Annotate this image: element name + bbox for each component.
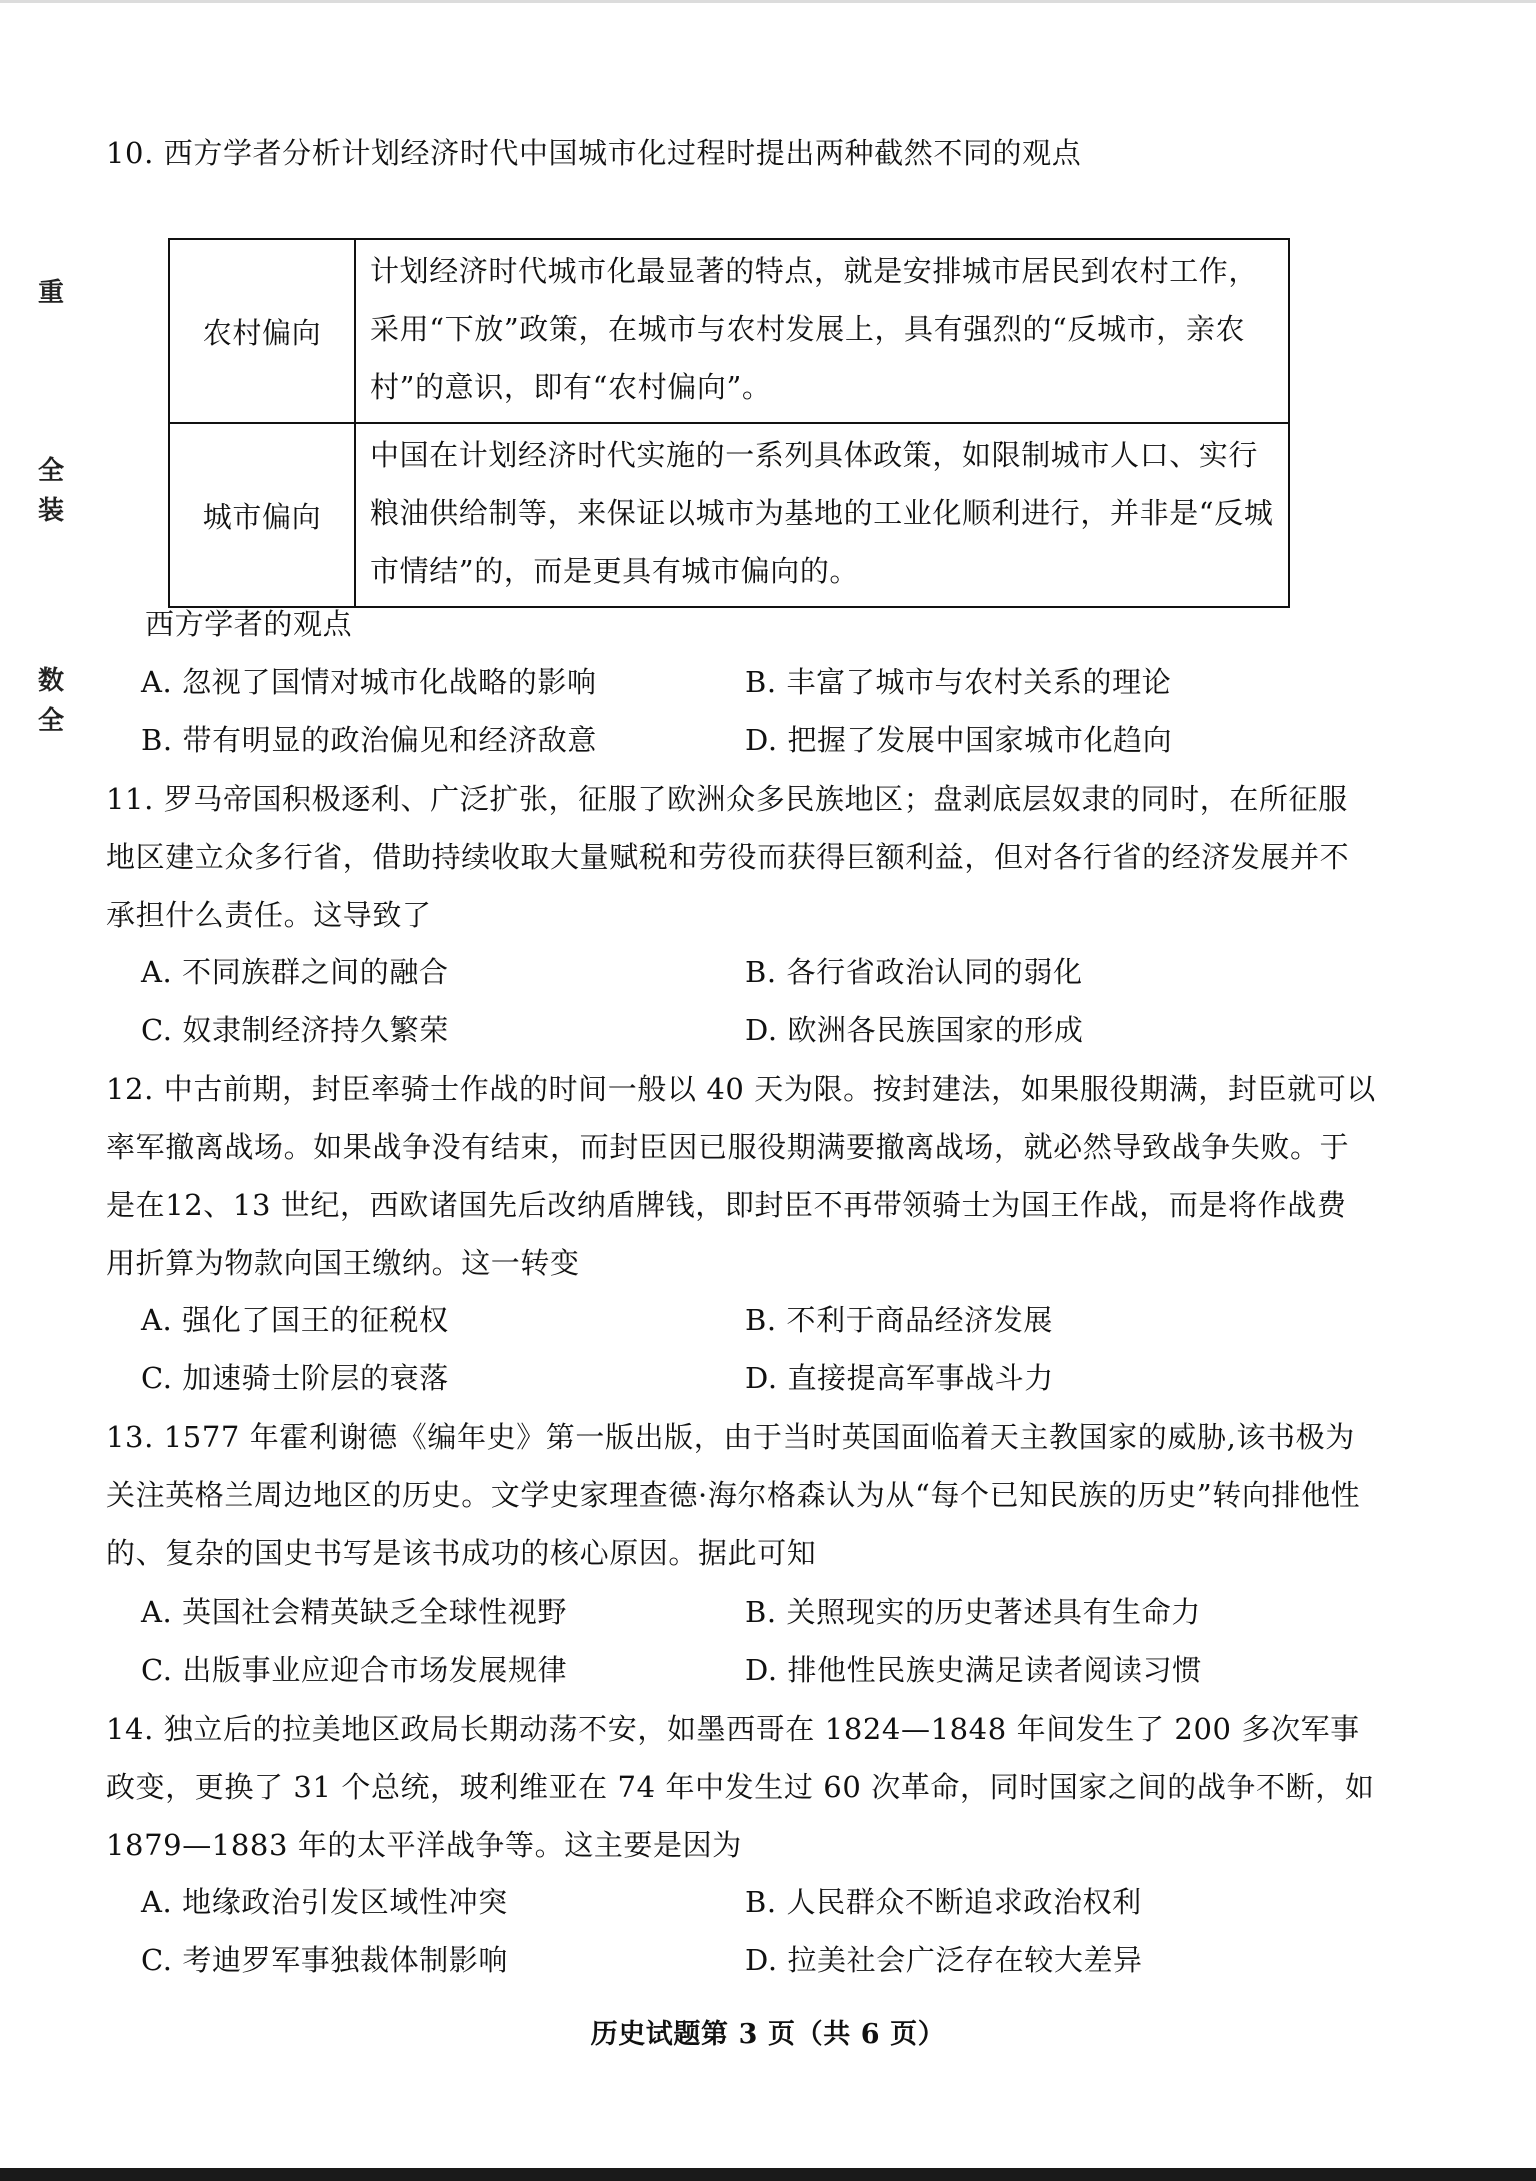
option-d[interactable]: D. 欧洲各民族国家的形成 [745, 1013, 1084, 1047]
option-b[interactable]: B. 关照现实的历史著述具有生命力 [745, 1595, 1201, 1629]
scan-bottom-edge [0, 2168, 1536, 2181]
question-followup: 西方学者的观点 [145, 607, 353, 641]
option-b[interactable]: B. 丰富了城市与农村关系的理论 [745, 665, 1172, 699]
option-a[interactable]: A. 不同族群之间的融合 [141, 955, 449, 989]
view-content: 中国在计划经济时代实施的一系列具体政策，如限制城市人口、实行粮油供给制等，来保证以城市为基地的工业化顺利进行，并非是“反城市情结”的，而是更具有城市偏向的。 [355, 423, 1289, 607]
question-10-stem [106, 124, 1376, 182]
question-number: 12. [106, 1072, 154, 1106]
option-c[interactable]: C. 奴隶制经济持久繁荣 [141, 1013, 449, 1047]
option-d[interactable]: D. 排他性民族史满足读者阅读习惯 [745, 1653, 1202, 1687]
page-footer: 历史试题第 3 页（共 6 页） [590, 2019, 946, 2050]
margin-mark: 数 [38, 666, 65, 696]
views-table [168, 238, 1290, 608]
view-label: 城市偏向 [169, 423, 355, 607]
question-13-stem [106, 1408, 1376, 1582]
option-a[interactable]: A. 地缘政治引发区域性冲突 [141, 1885, 508, 1919]
question-number: 13. [106, 1420, 154, 1454]
option-d[interactable]: D. 把握了发展中国家城市化趋向 [745, 723, 1173, 757]
option-c[interactable]: C. 加速骑士阶层的衰落 [141, 1361, 449, 1395]
option-a[interactable]: A. 强化了国王的征税权 [141, 1303, 449, 1337]
table-row [169, 423, 1289, 607]
question-text: 西方学者分析计划经济时代中国城市化过程时提出两种截然不同的观点 [163, 136, 1082, 170]
question-text: 1577 年霍利谢德《编年史》第一版出版，由于当时英国面临着天主教国家的威胁,该书极为关注英格兰周边地区的历史。文学史家理查德·海尔格森认为从“每个已知民族的历史”转向排他性的、复杂的国史书写是该书成功的核心原因。据此可知 [106, 1420, 1361, 1570]
margin-mark: 重 [38, 278, 65, 308]
option-c[interactable]: C. 出版事业应迎合市场发展规律 [141, 1653, 568, 1687]
question-text: 罗马帝国积极逐利、广泛扩张，征服了欧洲众多民族地区；盘剥底层奴隶的同时，在所征服地区建立众多行省，借助持续收取大量赋税和劳役而获得巨额利益，但对各行省的经济发展并不承担什么责任。这导致了 [106, 782, 1350, 932]
margin-mark: 全 [38, 706, 65, 736]
option-d[interactable]: D. 直接提高军事战斗力 [745, 1361, 1054, 1395]
option-b[interactable]: B. 不利于商品经济发展 [745, 1303, 1053, 1337]
scan-top-edge [0, 0, 1536, 3]
question-number: 14. [106, 1712, 154, 1746]
option-b[interactable]: B. 各行省政治认同的弱化 [745, 955, 1083, 989]
option-c[interactable]: B. 带有明显的政治偏见和经济敌意 [141, 723, 597, 757]
question-number: 10. [106, 136, 154, 170]
option-a[interactable]: A. 英国社会精英缺乏全球性视野 [141, 1595, 567, 1629]
question-11-stem [106, 770, 1376, 944]
option-c[interactable]: C. 考迪罗军事独裁体制影响 [141, 1943, 508, 1977]
view-label: 农村偏向 [169, 239, 355, 423]
margin-mark: 装 [38, 496, 65, 526]
view-content: 计划经济时代城市化最显著的特点，就是安排城市居民到农村工作，采用“下放”政策，在城市与农村发展上，具有强烈的“反城市，亲农村”的意识，即有“农村偏向”。 [355, 239, 1289, 423]
table-row [169, 239, 1289, 423]
question-text: 独立后的拉美地区政局长期动荡不安，如墨西哥在 1824—1848 年间发生了 200 多次军事政变，更换了 31 个总统，玻利维亚在 74 年中发生过 60 次革命，同时国家之间的战争不断，如 1879—1883 年的太平洋战争等。这主要是因为 [106, 1712, 1375, 1862]
question-12-stem [106, 1060, 1376, 1292]
option-d[interactable]: D. 拉美社会广泛存在较大差异 [745, 1943, 1143, 1977]
margin-mark: 全 [38, 456, 65, 486]
option-a[interactable]: A. 忽视了国情对城市化战略的影响 [141, 665, 597, 699]
question-text: 中古前期，封臣率骑士作战的时间一般以 40 天为限。按封建法，如果服役期满，封臣就可以率军撤离战场。如果战争没有结束，而封臣因已服役期满要撤离战场，就必然导致战争失败。于是在12、13 世纪，西欧诸国先后改纳盾牌钱，即封臣不再带领骑士为国王作战，而是将作战费用折算为物款向国王缴纳。这一转变 [106, 1072, 1376, 1280]
question-14-stem [106, 1700, 1376, 1874]
question-number: 11. [106, 782, 154, 816]
option-b[interactable]: B. 人民群众不断追求政治权利 [745, 1885, 1142, 1919]
